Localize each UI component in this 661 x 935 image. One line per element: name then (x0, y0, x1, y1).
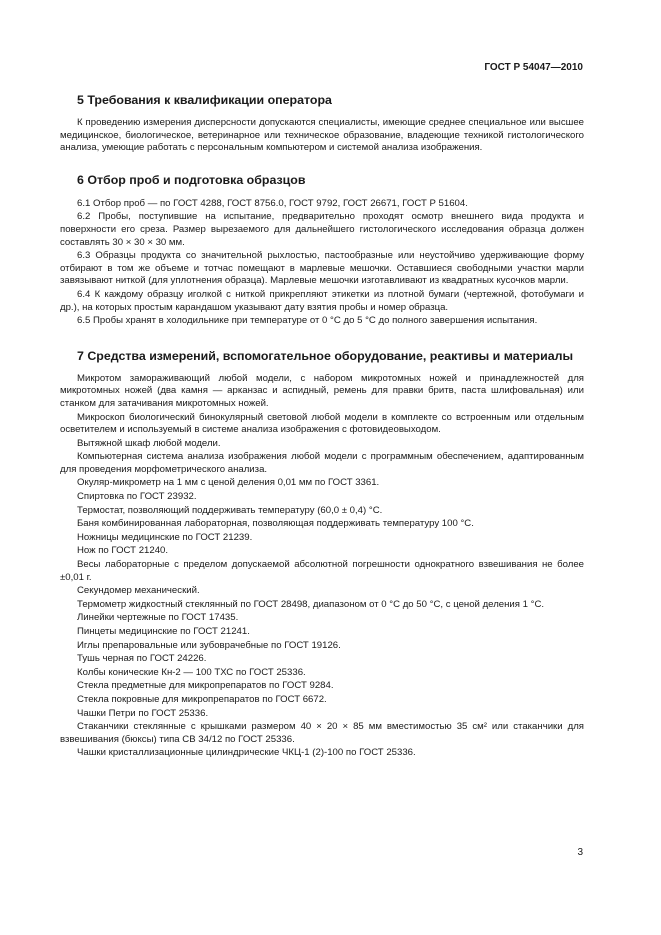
list-item: Чашки Петри по ГОСТ 25336. (77, 707, 209, 719)
section-6 (60, 172, 584, 328)
list-item: Микроскоп биологический бинокулярный световой любой модели в комплекте со встроенным или отдельным осветителем и используемый в системе анализа изображения с фотовидеовыходом. (60, 411, 584, 436)
list-item: Линейки чертежные по ГОСТ 17435. (77, 612, 239, 624)
list-item: Стекла покровные для микропрепаратов по ГОСТ 6672. (77, 693, 327, 705)
list-item: Пинцеты медицинские по ГОСТ 21241. (77, 626, 250, 637)
section-7-paragraphs (60, 373, 584, 760)
list-item: Термометр жидкостный стеклянный по ГОСТ 28498, диапазоном от 0 °С до 50 °С, с ценой деления 1 °С. (77, 598, 545, 610)
section-5-title: 5 Требования к квалификации оператора (77, 93, 332, 107)
list-item: Спиртовка по ГОСТ 23932. (77, 491, 197, 503)
list-item: Колбы конические Кн-2 — 100 ТХС по ГОСТ 25336. (77, 666, 306, 678)
section-5-text: К проведению измерения дисперсности допускаются специалисты, имеющие среднее специальное или высшее медицинское, биологическое, ветеринарное или техническое образование, владеющие техникой гистологического анализа, умеющие работать с персональным компьютером и системой анализа изображения. (60, 117, 584, 154)
section-7-title: 7 Средства измерений, вспомогательное оборудование, реактивы и материалы (77, 348, 574, 363)
list-item: Компьютерная система анализа изображения любой модели с программным обеспечением, адаптированным для проведения морфометрического анализа. (60, 451, 584, 475)
list-item: Иглы препаровальные или зубоврачебные по ГОСТ 19126. (77, 639, 341, 651)
list-item: Термостат, позволяющий поддерживать температуру (60,0 ± 0,4) °С. (77, 504, 383, 516)
paragraph-6-3: 6.3 Образцы продукта со значительной рыхлостью, пастообразные или неустойчиво удерживающие форму отбирают в том же объеме и тотчас помещают в марлевые мешочки. Оставшиеся свободными участки марли завязывают ниткой (для уплотнения образца). Марлевые мешочки изготавливают из квадратных кусочков марли. (60, 250, 584, 287)
paragraph-6-5: 6.5 Пробы хранят в холодильнике при температуре от 0 °С до 5 °С до полного завершения испытания. (77, 315, 538, 327)
paragraph-6-1: 6.1 Отбор проб — по ГОСТ 4288, ГОСТ 8756.0, ГОСТ 9792, ГОСТ 26671, ГОСТ Р 51604. (77, 197, 468, 209)
list-item: Стаканчики стеклянные с крышками размером 40 × 20 × 85 мм вместимостью 35 см² или стаканчики для взвешивания (бюксы) типа СВ 34/12 по ГОСТ 25336. (60, 721, 584, 745)
section-6-title: 6 Отбор проб и подготовка образцов (77, 172, 306, 187)
list-item: Весы лабораторные с пределом допускаемой абсолютной погрешности однократного взвешивания не более ±0,01 г. (60, 559, 584, 583)
list-item: Тушь черная по ГОСТ 24226. (77, 653, 207, 665)
section-7 (60, 348, 584, 760)
list-item: Секундомер механический. (77, 585, 200, 597)
paragraph-6-2: 6.2 Пробы, поступившие на испытание, предварительно проходят осмотр внешнего вида продукта и поверхности его среза. Размер вырезаемого для дальнейшего гистологического исследования образца должен составлять 30 × 30 × 30 мм. (60, 211, 584, 248)
list-item: Ножницы медицинские по ГОСТ 21239. (77, 531, 253, 543)
paragraph-6-4: 6.4 К каждому образцу иголкой с ниткой прикрепляют этикетки из плотной бумаги (чертежной, фотобумаги и др.), на которых простым карандашом указывают дату взятия пробы и номер образца. (60, 288, 584, 313)
list-item: Микротом замораживающий любой модели, с набором микротомных ножей и принадлежностей для микротомных ножей (два камня — арканзас и аспидный, ремень для правки бритв, паста шлифовальная) или станком для затачивания микротомных ножей. (60, 372, 584, 409)
list-item: Баня комбинированная лабораторная, позволяющая поддерживать температуру 100 °С. (77, 518, 474, 530)
list-item: Чашки кристаллизационные цилиндрические ЧКЦ-1 (2)-100 по ГОСТ 25336. (77, 747, 416, 759)
list-item: Вытяжной шкаф любой модели. (77, 437, 221, 449)
document-header: ГОСТ Р 54047—2010 (484, 62, 583, 73)
section-6-paragraphs (60, 198, 584, 328)
list-item: Стекла предметные для микропрепаратов по ГОСТ 9284. (77, 680, 334, 692)
list-item: Окуляр-микрометр на 1 мм с ценой деления 0,01 мм по ГОСТ 3361. (77, 477, 380, 489)
document-body (60, 92, 584, 761)
section-5 (60, 92, 584, 155)
list-item: Нож по ГОСТ 21240. (77, 545, 169, 557)
page-number: 3 (577, 847, 583, 858)
